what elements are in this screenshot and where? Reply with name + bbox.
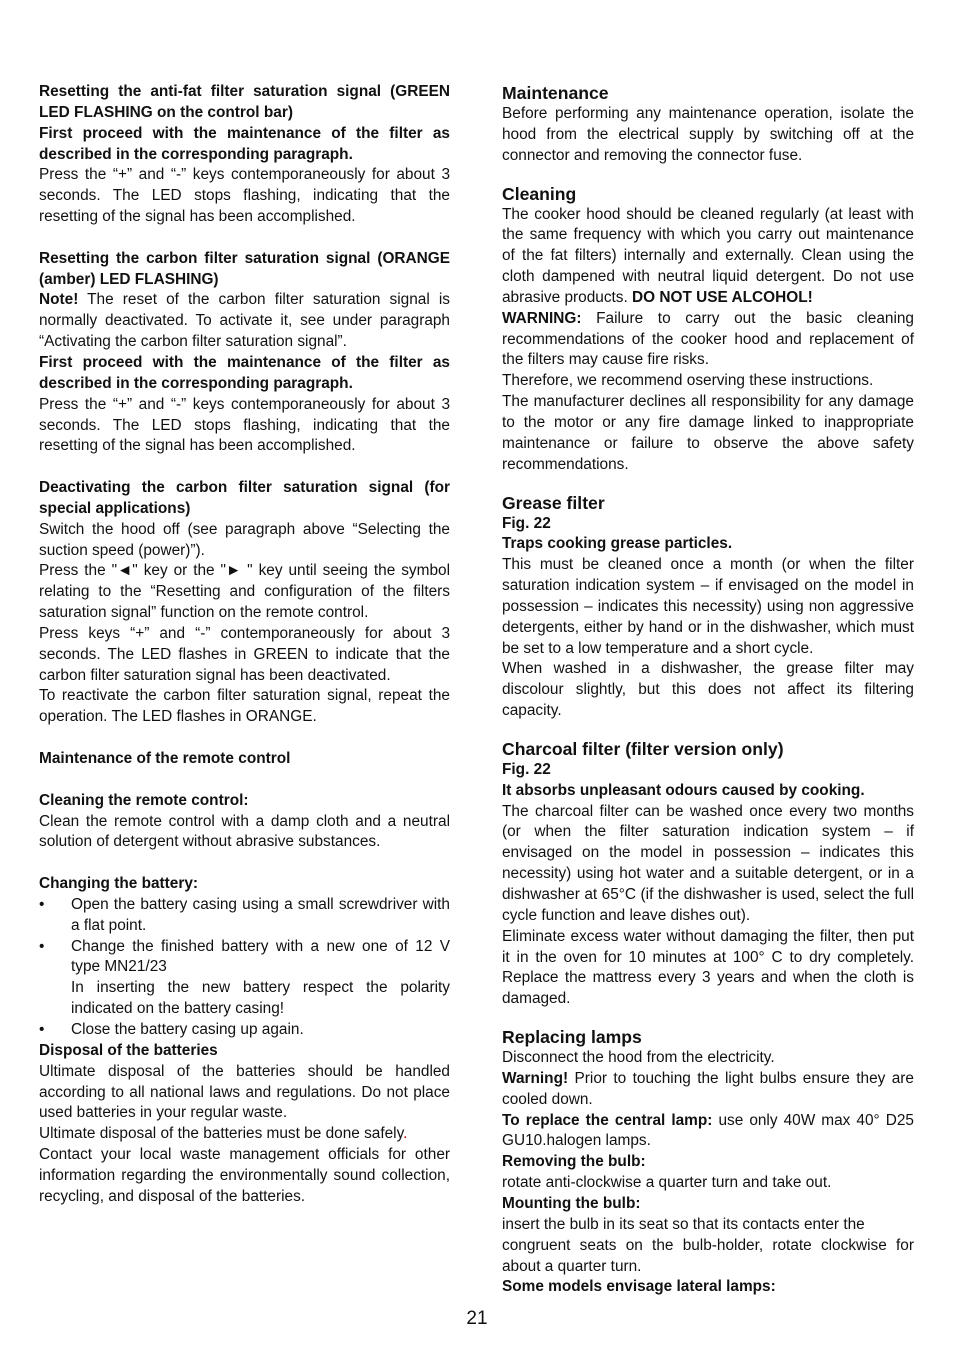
battery-steps-list xyxy=(39,895,450,978)
grease-filter-dishwasher: When washed in a dishwasher, the grease filter may discolour slightly, but this does not affect its filtering capacity. xyxy=(502,660,914,720)
carbon-first-proceed: First proceed with the maintenance of the filter as described in the corresponding paragraph. xyxy=(39,353,450,392)
anti-fat-reset-heading: Resetting the anti-fat filter saturation signal (GREEN LED FLASHING on the control bar) xyxy=(39,83,450,121)
deactivate-step-press-arrow: Press the "◄" key or the "► " key until seeing the symbol relating to the “Resetting and configuration of the filters saturation signal” function on the remote control. xyxy=(39,562,450,622)
charcoal-filter-drying: Eliminate excess water without damaging the filter, then put it in the oven for 10 minutes at 100° C to dry completely. Replace the mattress every 3 years and when the cloth is damaged. xyxy=(502,927,914,1008)
bullet-icon: • xyxy=(39,1020,45,1038)
mounting-bulb-text: insert the bulb in its seat so that its contacts enter the xyxy=(502,1215,865,1233)
grease-filter-text: This must be cleaned once a month (or when the filter saturation indication system – if envisaged on the model in possession – indicates this necessity) using non aggressive detergents, either by hand or in the dishwasher, which must be set to a low temperature and a short cycle. xyxy=(502,556,914,657)
battery-disposal-text: Ultimate disposal of the batteries should be handled according to all national laws and regulations. Do not place used batteries in your regular waste. xyxy=(39,1062,450,1122)
cleaning-disclaimer: The manufacturer declines all responsibility for any damage to the motor or any fire damage linked to inappropriate maintenance or failure to observe the above safety recommendations. xyxy=(502,393,914,473)
battery-disposal-safely: Ultimate disposal of the batteries must be done safely. xyxy=(39,1125,408,1143)
anti-fat-press-keys: Press the “+” and “-” keys contemporaneously for about 3 seconds. The LED stops flashing, indicating that the resetting of the signal has been accomplished. xyxy=(39,166,450,226)
carbon-reset-heading: Resetting the carbon filter saturation signal (ORANGE (amber) LED FLASHING) xyxy=(39,249,450,288)
charcoal-filter-subtitle: It absorbs unpleasant odours caused by cooking. xyxy=(502,781,865,799)
lamps-disconnect: Disconnect the hood from the electricity. xyxy=(502,1049,775,1067)
battery-disposal-contact: Contact your local waste management officials for other information regarding the environmentally sound collection, recycling, and disposal of the batteries. xyxy=(39,1146,450,1205)
battery-steps-list-end xyxy=(39,1020,450,1041)
list-item: • Change the finished battery with a new one of 12 V type MN21/23 xyxy=(39,937,450,976)
maintenance-heading: Maintenance xyxy=(502,83,609,103)
deactivate-carbon-heading: Deactivating the carbon filter saturation signal (for special applications) xyxy=(39,479,450,517)
no-alcohol-warning: DO NOT USE ALCOHOL! xyxy=(632,288,813,306)
lamps-central: To replace the central lamp: use only 40W max 40° D25 GU10.halogen lamps. xyxy=(502,1111,914,1150)
deactivate-step-press-keys: Press keys “+” and “-” contemporaneously for about 3 seconds. The LED flashes in GREEN to indicate that the carbon filter saturation signal has been deactivated. xyxy=(39,624,450,684)
warning-label: WARNING: xyxy=(502,309,582,327)
replacing-lamps-heading: Replacing lamps xyxy=(502,1027,642,1048)
right-column xyxy=(502,82,914,1298)
left-column xyxy=(39,82,450,1208)
carbon-reset-note xyxy=(39,290,450,353)
battery-change-heading: Changing the battery: xyxy=(39,875,199,893)
cleaning-heading: Cleaning xyxy=(502,183,577,204)
cleaning-text: The cooker hood should be cleaned regularly (at least with the same frequency with which you carry out maintenance of the fat filters) internally and externally. Clean using the cloth dampened with neutral liquid detergent. Do not use abrasive products. DO NOT USE ALCOHOL! xyxy=(502,205,914,306)
cleaning-recommend: Therefore, we recommend oserving these instructions. xyxy=(502,372,874,390)
remote-cleaning-text: Clean the remote control with a damp cloth and a neutral solution of detergent without abrasive substances. xyxy=(39,812,450,851)
list-item: • Open the battery casing using a small screwdriver with a flat point. xyxy=(39,895,450,934)
maintenance-text: Before performing any maintenance operation, isolate the hood from the electrical supply by switching off at the connector and removing the connector fuse. xyxy=(502,105,914,164)
note-label: Note! xyxy=(39,291,79,309)
mounting-bulb-heading: Mounting the bulb: xyxy=(502,1194,641,1212)
lateral-lamps-heading: Some models envisage lateral lamps: xyxy=(502,1278,776,1296)
bullet-icon: • xyxy=(39,937,45,955)
carbon-press-keys: Press the “+” and “-” keys contemporaneously for about 3 seconds. The LED stops flashing, indicating that the resetting of the signal has been accomplished. xyxy=(39,395,450,455)
warning-label: Warning! xyxy=(502,1069,569,1087)
charcoal-filter-heading: Charcoal filter (filter version only) xyxy=(502,738,784,759)
central-lamp-label: To replace the central lamp: xyxy=(502,1111,713,1129)
remote-cleaning-heading: Cleaning the remote control: xyxy=(39,791,249,809)
battery-polarity-note: In inserting the new battery respect the polarity indicated on the battery casing! xyxy=(71,979,450,1018)
charcoal-filter-fig: Fig. 22 xyxy=(502,760,551,778)
note-text: The reset of the carbon filter saturation signal is normally deactivated. To activate it, see under paragraph “Activating the carbon filter saturation signal”. xyxy=(39,291,450,351)
anti-fat-first-proceed: First proceed with the maintenance of the filter as described in the corresponding paragraph. xyxy=(39,124,450,163)
battery-disposal-heading: Disposal of the batteries xyxy=(39,1041,218,1059)
lamps-warning: Warning! Prior to touching the light bulbs ensure they are cooled down. xyxy=(502,1069,914,1108)
grease-filter-heading: Grease filter xyxy=(502,492,605,513)
removing-bulb-text: rotate anti-clockwise a quarter turn and take out. xyxy=(502,1174,832,1192)
removing-bulb-heading: Removing the bulb: xyxy=(502,1153,646,1171)
list-item: • Close the battery casing up again. xyxy=(39,1020,450,1041)
deactivate-step-reactivate: To reactivate the carbon filter saturation signal, repeat the operation. The LED flashes in ORANGE. xyxy=(39,687,450,726)
grease-filter-subtitle: Traps cooking grease particles. xyxy=(502,535,733,553)
charcoal-filter-text: The charcoal filter can be washed once every two months (or when the filter saturation indication system – if envisaged on the model in possession – indicates this necessity) using hot water and a suitable detergent, or in a dishwasher at 65°C (if the dishwasher is used, select the full cycle function and leave dishes out). xyxy=(502,802,914,924)
mounting-bulb-text-2: congruent seats on the bulb-holder, rotate clockwise for about a quarter turn. xyxy=(502,1236,914,1275)
cleaning-warning: WARNING: Failure to carry out the basic cleaning recommendations of the cooker hood and replacement of the filters may cause fire risks. xyxy=(502,309,914,369)
deactivate-step-switch-off: Switch the hood off (see paragraph above “Selecting the suction speed (power)”). xyxy=(39,520,450,559)
bullet-icon: • xyxy=(39,895,45,913)
remote-maintenance-heading: Maintenance of the remote control xyxy=(39,750,291,767)
grease-filter-fig: Fig. 22 xyxy=(502,514,551,532)
page-number: 21 xyxy=(466,1308,488,1329)
